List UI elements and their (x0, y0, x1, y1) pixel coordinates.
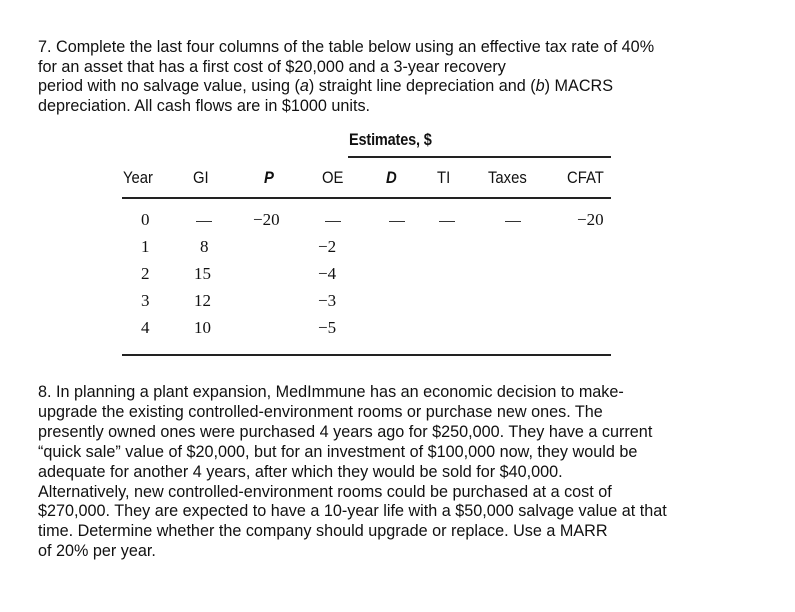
header-d: D (386, 169, 397, 187)
row-2-year: 2 (141, 264, 150, 283)
row-0-d (386, 210, 403, 230)
q7-line-3-part-3: ) MACRS (544, 77, 614, 96)
row-0-taxes (503, 210, 520, 230)
header-year: Year (123, 169, 154, 187)
row-3-year: 3 (141, 291, 150, 310)
header-rule (122, 197, 611, 199)
row-0-p: −20 (253, 210, 280, 229)
row-3-gi: 12 (194, 291, 211, 310)
row-0-taxes-dash (505, 221, 521, 222)
header-ti: TI (437, 169, 451, 187)
row-4-year: 4 (141, 318, 150, 337)
row-0-gi-dash (196, 221, 212, 222)
question-8 (38, 383, 768, 562)
q7-line-3-a: a (299, 77, 309, 96)
q8-line-2: upgrade the existing controlled-environment rooms or purchase new ones. The (38, 402, 603, 421)
row-2-gi: 15 (194, 264, 211, 283)
q8-line-8: time. Determine whether the company should upgrade or replace. Use a MARR (38, 522, 608, 541)
header-cfat: CFAT (567, 169, 604, 187)
title-underline-rule (348, 156, 611, 158)
q7-line-2: for an asset that has a first cost of $20,000 and a 3-year recovery (38, 57, 506, 76)
q8-line-5: adequate for another 4 years, after which they would be sold for $40,000. (38, 462, 563, 481)
q8-line-3: presently owned ones were purchased 4 years ago for $250,000. They have a current (38, 422, 653, 441)
q7-line-4: depreciation. All cash flows are in $1000 units. (38, 96, 371, 115)
q8-line-6: Alternatively, new controlled-environment rooms could be purchased at a cost of (38, 482, 612, 501)
row-0-d-dash (389, 221, 405, 222)
row-0-oe (322, 210, 339, 230)
row-0-year: 0 (141, 210, 150, 229)
row-3-oe: −3 (318, 291, 337, 310)
header-taxes: Taxes (488, 169, 527, 187)
q8-line-7: $270,000. They are expected to have a 10-year life with a $50,000 salvage value at that (38, 502, 667, 521)
row-0-gi (193, 210, 210, 230)
row-0-ti-dash (439, 221, 455, 222)
header-p: P (264, 169, 274, 187)
q8-line-9: of 20% per year. (38, 542, 156, 561)
q7-line-3-part-2: ) straight line depreciation and ( (308, 77, 536, 96)
table-title: Estimates, $ (349, 131, 432, 149)
row-0-oe-dash (325, 221, 341, 222)
row-0-ti (437, 210, 454, 230)
row-4-oe: −5 (318, 318, 337, 337)
q8-line-4: “quick sale” value of $20,000, but for an investment of $100,000 now, they would be (38, 442, 638, 461)
q8-line-1: 8. In planning a plant expansion, MedImmune has an economic decision to make- (38, 383, 624, 401)
q7-line-3-b: b (535, 77, 545, 96)
row-1-gi: 8 (200, 237, 209, 256)
header-gi: GI (193, 169, 209, 187)
row-0-cfat: −20 (577, 210, 604, 229)
q7-line-1: 7. Complete the last four columns of the table below using an effective tax rate of 40% (38, 38, 655, 56)
header-oe: OE (322, 169, 344, 187)
row-2-oe: −4 (318, 264, 337, 283)
q7-line-3-part-1: period with no salvage value, using ( (38, 77, 300, 96)
row-1-year: 1 (141, 237, 150, 256)
bottom-rule (122, 354, 611, 356)
row-4-gi: 10 (194, 318, 211, 337)
row-1-oe: −2 (318, 237, 337, 256)
